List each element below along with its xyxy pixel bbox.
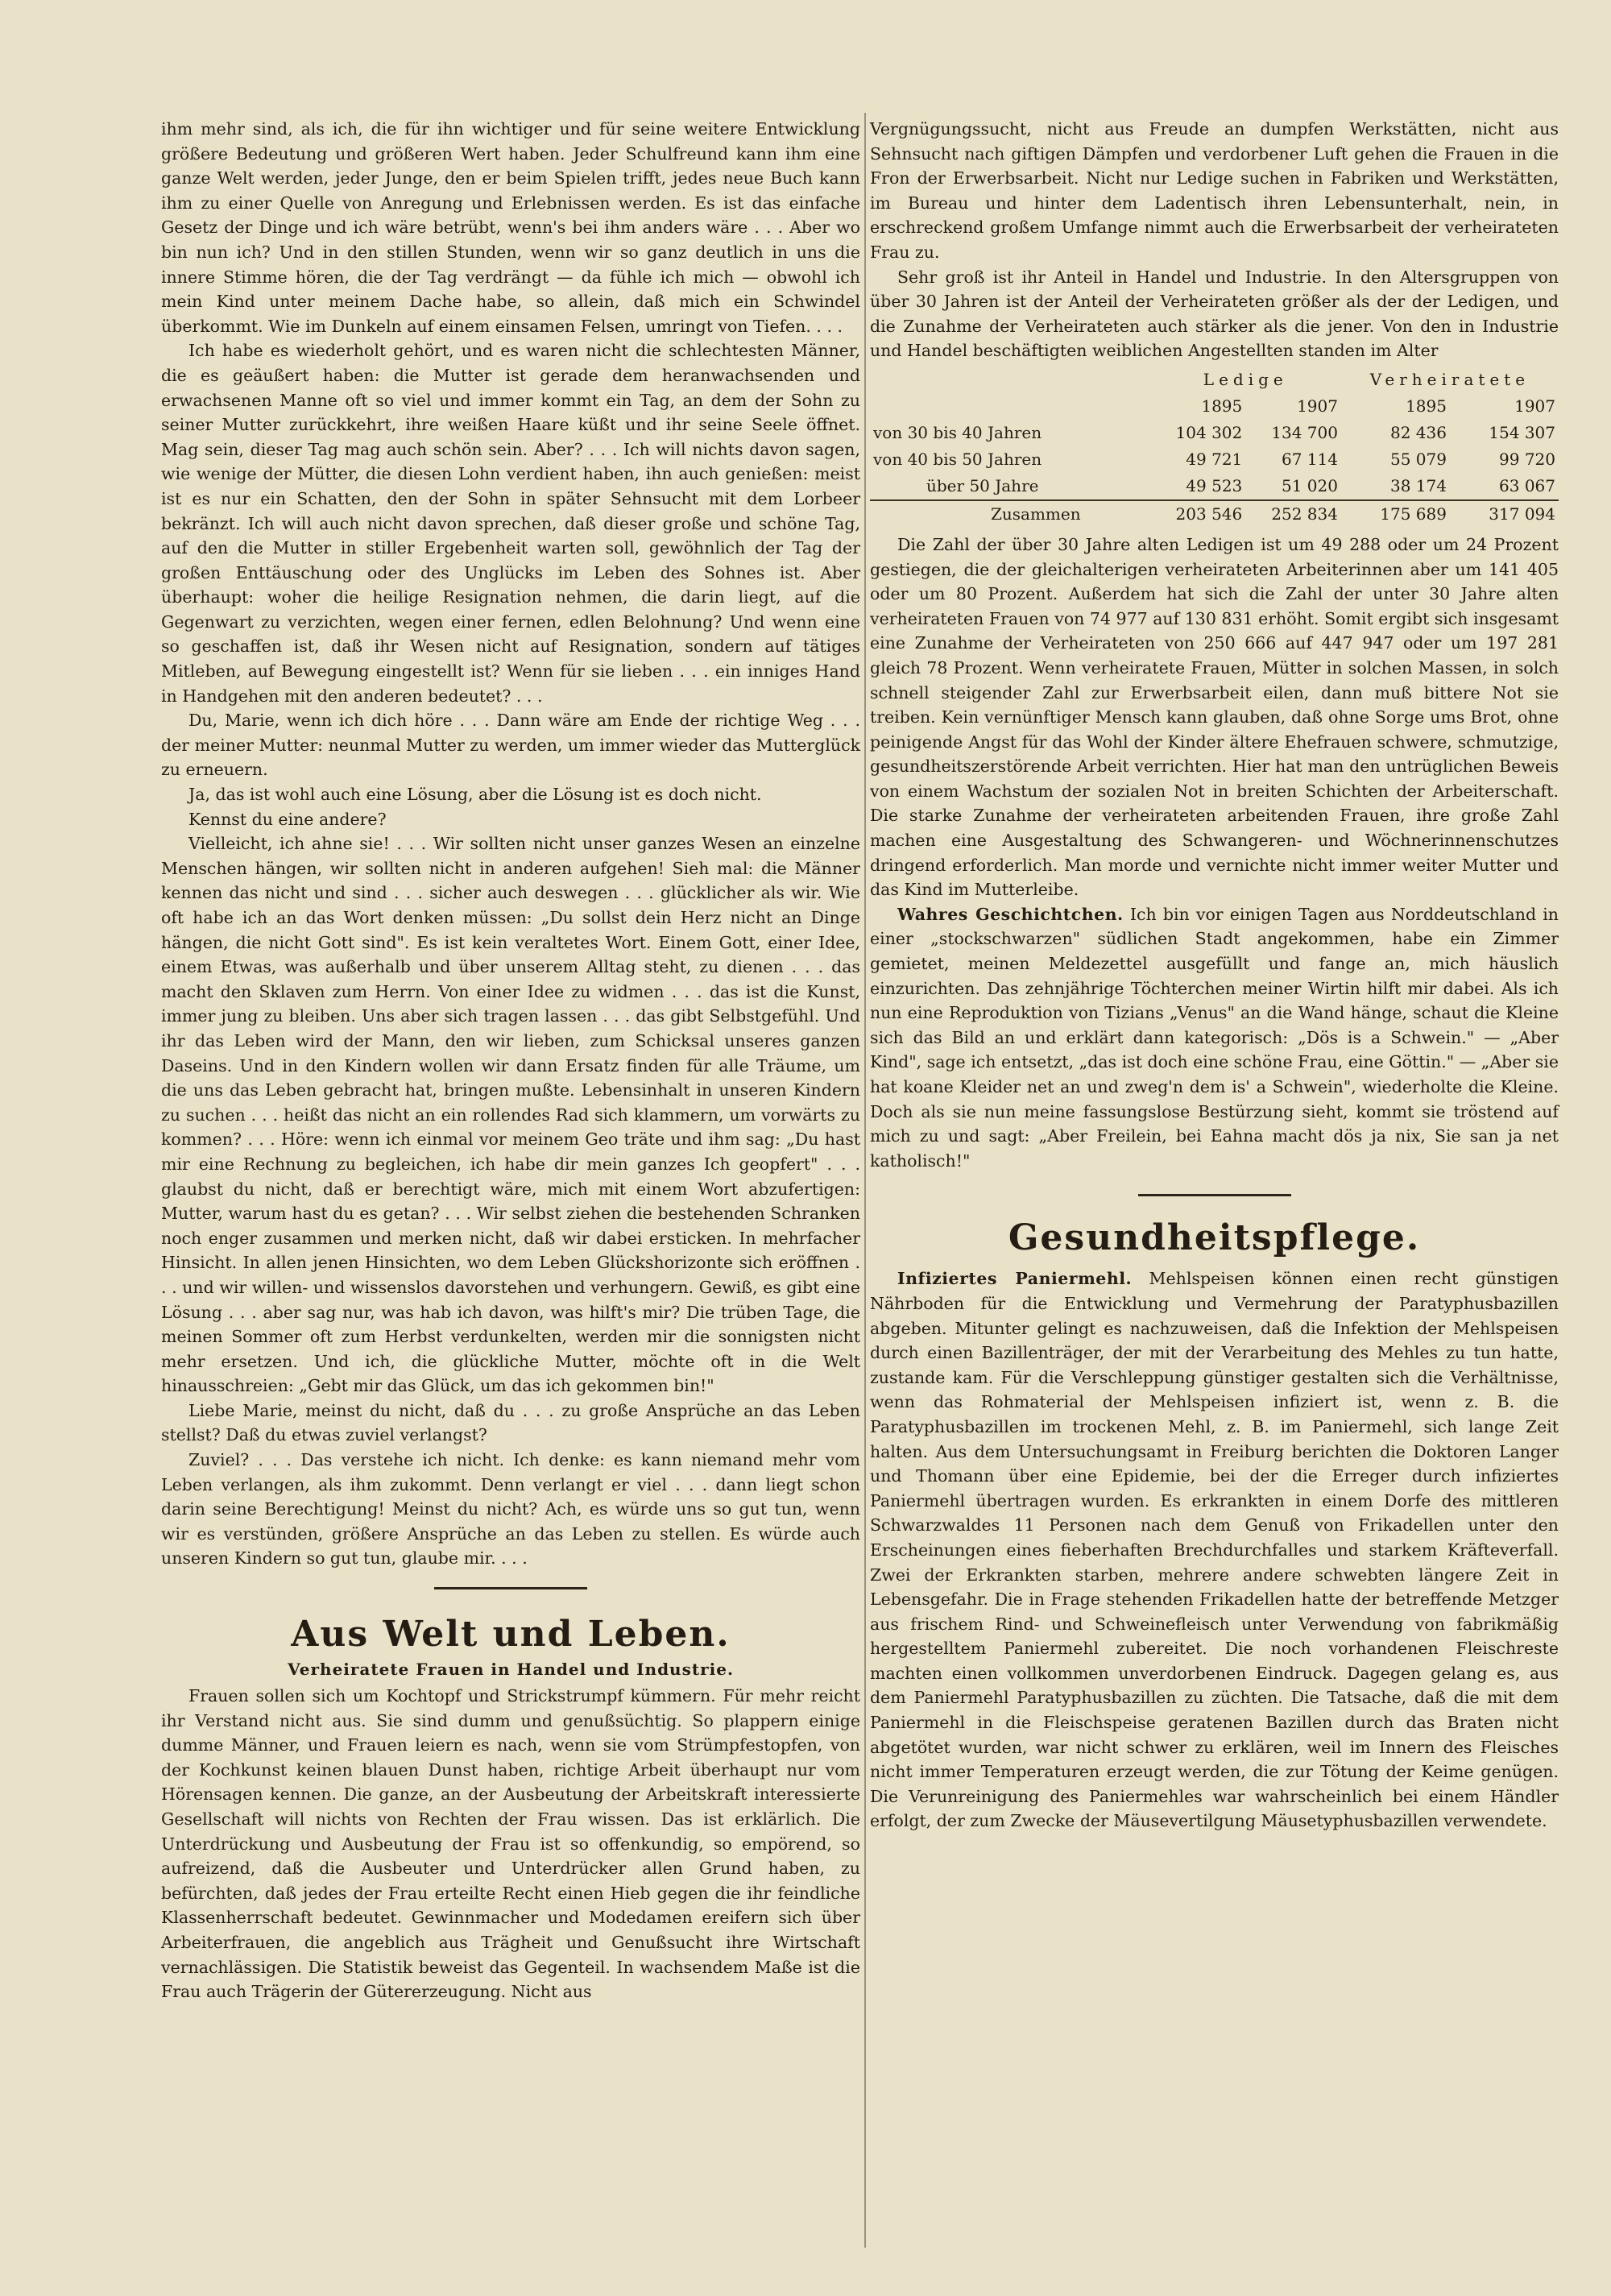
table-group-header [870, 367, 1559, 393]
item-title: Infiziertes Paniermehl. [897, 1269, 1133, 1289]
right-column [870, 117, 1559, 1834]
paragraph: ihm mehr sind, als ich, die für ihn wichtiger und für seine weitere Entwicklung größere Bedeutung und größeren Wert haben. Jeder Schulfreund kann ihm eine ganze Welt werden, jeder Junge, den er beim Spielen trifft, jedes neue Buch kann ihm zu einer Quelle von Anregung und Erlebnissen werden. Es ist das einfache Gesetz der Dinge und ich wäre betrübt, wenn's bei ihm anders wäre . . . Aber wo bin nun ich? Und in den stillen Stunden, wenn wir so ganz deutlich in uns die innere Stimme hören, die der Tag verdrängt — da fühle ich mich — obwohl ich mein Kind unter meinem Dache habe, so allein, daß mich ein Schwindel überkommt. Wie im Dunkeln auf einem einsamen Felsen, umringt von Tiefen. . . . [161, 119, 860, 336]
table-year-row [870, 393, 1559, 420]
section-subheading: Verheiratete Frauen in Handel und Industrie. [288, 1660, 734, 1680]
row-label: von 30 bis 40 Jahren [873, 423, 1042, 443]
table-cell: 134 700 [1271, 423, 1338, 443]
paragraph: Die Zahl der über 30 Jahre alten Ledigen ist um 49 288 oder um 24 Prozent gestiegen, die der gleichalterigen verheirateten Arbeiterinnen aber um 141 405 oder um 80 Prozent. Außerdem hat sich die Zahl der unter 30 Jahre alten verheirateten Frauen von 74 977 auf 130 831 erhöht. Somit ergibt sich insgesamt eine Zunahme der Verheirateten von 250 666 auf 447 947 oder um 197 281 gleich 78 Prozent. Wenn verheiratete Frauen, Mütter in solchen Massen, in solch schnell steigender Zahl zur Erwerbsarbeit eilen, dann muß bittere Not sie treiben. Kein vernünftiger Mensch kann glauben, daß ohne Sorge ums Brot, ohne peinigende Angst für das Wohl der Kinder ältere Ehefrauen schwere, schmutzige, gesundheitszerstörende Arbeit verrichten. Hier hat man den untrüglichen Beweis von einem Wachstum der sozialen Not in breiten Schichten der Arbeiterschaft. Die starke Zunahme der verheirateten arbeitenden Frauen, ihre große Zahl machen eine Ausgestaltung des Schwangeren- und Wöchnerinnenschutzes dringend erforderlich. Man morde und vernichte nicht immer weiter Mutter und das Kind im Mutterleibe. [870, 534, 1559, 900]
section-heading: Gesundheitspflege. [1008, 1217, 1421, 1259]
paragraph: Liebe Marie, meinst du nicht, daß du . . . zu große Ansprüche an das Leben stellst? Daß du etwas zuviel verlangst? [161, 1400, 860, 1445]
year-cell: 1895 [1406, 396, 1447, 417]
table-cell: 82 436 [1389, 423, 1447, 443]
year-cell: 1907 [1297, 396, 1338, 417]
table-cell: 67 114 [1281, 450, 1338, 470]
table-row [870, 446, 1559, 473]
row-label: von 40 bis 50 Jahren [873, 450, 1042, 470]
table-cell: 49 721 [1186, 450, 1243, 470]
group-verheiratete: Verheiratete [1369, 370, 1530, 390]
table-cell: 175 689 [1341, 500, 1450, 528]
table-cell: 154 307 [1489, 423, 1555, 443]
item-title: Wahres Geschichtchen. [897, 904, 1124, 924]
row-label: über 50 Jahre [926, 476, 1039, 496]
table-cell: 38 174 [1389, 476, 1447, 496]
group-ledige: Ledige [1203, 370, 1288, 390]
total-label: Zusammen [870, 500, 1150, 528]
table-total-row [870, 500, 1559, 528]
section-heading: Aus Welt und Leben. [291, 1614, 731, 1656]
left-column [161, 117, 860, 2004]
paragraph: Sehr groß ist ihr Anteil in Handel und Industrie. In den Altersgruppen von über 30 Jahren ist der Anteil der Verheirateten größer als der der Ledigen, und die Zunahme der Verheirateten auch stärker als die jener. Von den in Industrie und Handel beschäftigten weiblichen Angestellten standen im Alter [870, 267, 1559, 361]
paragraph [870, 1266, 1559, 1834]
paragraph: Ja, das ist wohl auch eine Lösung, aber die Lösung ist es doch nicht. [188, 785, 762, 805]
paragraph: Frauen sollen sich um Kochtopf und Strickstrumpf kümmern. Für mehr reicht ihr Verstand nicht aus. Sie sind dumm und genußsüchtig. So plappern einige dumme Männer, und Frauen leiern es nach, wenn sie vom Strümpfestopfen, von der Kochkunst keinen blauen Dunst haben, richtige Arbeit überhaupt nur vom Hörensagen kennen. Die ganze, an der Ausbeutung der Arbeitskraft interessierte Gesellschaft will nichts von Rechten der Frau wissen. Das ist erklärlich. Die Unterdrückung und Ausbeutung der Frau ist so offenkundig, so empörend, so aufreizend, daß die Ausbeuter und Unterdrücker allen Grund haben, zu befürchten, daß jedes der Frau erteilte Recht einen Hieb gegen die ihr feindliche Klassenherrschaft bedeutet. Gewinnmacher und Modedamen ereifern sich über Arbeiterfrauen, die angeblich aus Trägheit und Genußsucht ihre Wirtschaft vernachlässigen. Die Statistik beweist das Gegenteil. In wachsendem Maße ist die Frau auch Trägerin der Gütererzeugung. Nicht aus [161, 1686, 860, 2002]
table-row [870, 420, 1559, 446]
paragraph: Kennst du eine andere? [188, 809, 387, 829]
statistics-table [870, 367, 1559, 528]
table-cell: 55 079 [1389, 450, 1447, 470]
paragraph: Ich habe es wiederholt gehört, und es waren nicht die schlechtesten Männer, die es geäußert haben: die Mutter ist gerade dem heranwachsenden und erwachsenen Manne oft so viel und immer kommt ein Tag, an dem der Sohn zu seiner Mutter zurückkehrt, ihre weißen Haare küßt und ihr seine Seele öffnet. Mag sein, dieser Tag mag auch schön sein. Aber? . . . Ich will nichts davon sagen, wie wenige der Mütter, die diesen Lohn verdient haben, ihn auch genießen: meist ist es nur ein Schatten, den der Sohn in später Sehnsucht mit dem Lorbeer bekränzt. Ich will auch nicht davon sprechen, daß dieser große und schöne Tag, auf den die Mutter in stiller Ergebenheit warten soll, gewöhnlich der Tag der großen Enttäuschung oder des Unglücks im Leben des Sohnes ist. Aber überhaupt: woher die heilige Resignation nehmen, die darin liegt, auf die Gegenwart zu verzichten, wegen einer fernen, edlen Belohnung? Und wenn eine so geschaffen ist, daß ihr Wesen nicht auf Resignation, sondern auf tätiges Mitleben, auf Bewegung eingestellt ist? Wenn für sie lieben . . . ein inniges Hand in Handgehen mit den anderen bedeutet? . . . [161, 341, 860, 706]
item-text: Ich bin vor einigen Tagen aus Norddeutschland in einer „stockschwarzen" südlichen Stadt angekommen, habe ein Zimmer gemietet, meinen Meldezettel ausgefüllt und fange an, mich häuslich einzurichten. Das zehnjährige Töchterchen meiner Wirtin hilft mir dabei. Als ich nun eine Reproduktion von Tizians „Venus" an die Wand hänge, schaut die Kleine sich das Bild an und erklärt dann kategorisch: „Dös is a Schwein." — „Aber Kind", sage ich entsetzt, „das ist doch eine schöne Frau, eine Göttin." — „Aber sie hat koane Kleider net an und zweg'n dem is' a Schwein", wiederholte die Kleine. Doch als sie nun meine fassungslose Bestürzung sieht, kommt sie tröstend auf mich zu und sagt: „Aber Freilein, bei Eahna macht dös ja nix, Sie san ja net katholisch!" [870, 904, 1559, 1171]
table-cell: 51 020 [1281, 476, 1338, 496]
table-cell: 49 523 [1186, 476, 1243, 496]
column-rule [864, 113, 866, 2248]
paragraph: Du, Marie, wenn ich dich höre . . . Dann wäre am Ende der richtige Weg . . . der meiner Mutter: neunmal Mutter zu werden, um immer wieder das Mutterglück zu erneuern. [161, 711, 860, 780]
table-cell: 203 546 [1150, 500, 1246, 528]
paragraph: Zuviel? . . . Das verstehe ich nicht. Ich denke: es kann niemand mehr vom Leben verlangen, als ihm zukommt. Denn verlangt er viel . . . dann liegt schon darin seine Berechtigung! Meinst du nicht? Ach, es würde uns so gut tun, wenn wir es verstünden, größere Ansprüche an das Leben zu stellen. Es würde auch unseren Kindern so gut tun, glaube mir. . . . [161, 1450, 860, 1569]
paragraph [870, 902, 1559, 1174]
table-cell: 104 302 [1175, 423, 1243, 443]
table-cell: 317 094 [1450, 500, 1559, 528]
year-cell: 1895 [1201, 396, 1243, 417]
table-cell: 63 067 [1499, 476, 1555, 496]
paragraph: Vielleicht, ich ahne sie! . . . Wir sollten nicht unser ganzes Wesen an einzelne Menschen hängen, wir sollten nicht in anderen aufgehen! Sieh mal: die Männer kennen das nicht und sind . . . sicher auch deswegen . . . glücklicher als wir. Wie oft habe ich an das Wort denken müssen: „Du sollst dein Herz nicht an Dinge hängen, die nicht Gott sind". Es ist kein veraltetes Wort. Einem Gott, einer Idee, einem Etwas, was außerhalb und über unserem Alltag steht, zu dienen . . . das macht den Sklaven zum Herrn. Von einer Idee zu widmen . . . das ist die Kunst, immer jung zu bleiben. Uns aber sich tragen lassen . . . das gibt Selbstgefühl. Und ihr das Leben wird der Mann, den wir lieben, zum Schicksal unseres ganzen Daseins. Und in den Kindern wollen wir dann Ersatz finden für alle Träume, um die uns das Leben gebracht hat, bringen mußte. Lebensinhalt in unseren Kindern zu suchen . . . heißt das nicht an ein rollendes Rad sich klammern, um vorwärts zu kommen? . . . Höre: wenn ich einmal vor meinem Geo träte und ihm sag: „Du hast mir eine Rechnung zu begleichen, ich habe dir mein ganzes Ich geopfert" . . . glaubst du nicht, daß er berechtigt wäre, mich mit einem Wort abzufertigen: Mutter, warum hast du es getan? . . . Wir selbst ziehen die bestehenden Schranken noch enger zusammen und merken nicht, daß wir dabei ersticken. In mehrfacher Hinsicht. In allen jenen Hinsichten, wo dem Leben Glückshorizonte sich eröffnen . . . und wir willen- und wissenslos davorstehen und verhungern. Gewiß, es gibt eine Lösung . . . aber sag nur, was hab ich davon, was hilft's mir? Die trüben Tage, die meinen Sommer oft zum Herbst verdunkelten, werden mir die sonnigsten nicht mehr ersetzen. Und ich, die glückliche Mutter, möchte oft in die Welt hinausschreien: „Gebt mir das Glück, um das ich gekommen bin!" [161, 834, 860, 1396]
table-cell: 99 720 [1499, 450, 1555, 470]
paragraph: Vergnügungssucht, nicht aus Freude an dumpfen Werkstätten, nicht aus Sehnsucht nach giftigen Dämpfen und verdorbener Luft gehen die Frauen in die Fron der Erwerbsarbeit. Nicht nur Ledige suchen in Fabriken und Werkstätten, im Bureau und hinter dem Ladentisch ihren Lebensunterhalt, nein, in erschreckend großem Umfange nimmt auch die Erwerbsarbeit der verheirateten Frau zu. [870, 119, 1559, 262]
table-row [870, 473, 1559, 500]
year-cell: 1907 [1514, 396, 1555, 417]
table-cell: 252 834 [1245, 500, 1341, 528]
item-text: Mehlspeisen können einen recht günstigen Nährboden für die Entwicklung und Vermehrung der Paratyphusbazillen abgeben. Mitunter gelingt es nachzuweisen, daß die Infektion der Mehlspeisen durch einen Bazillenträger, der mit der Verarbeitung des Mehles zu tun hatte, zustande kam. Für die Verschleppung günstiger gestalten sich die Verhältnisse, wenn das Rohmaterial der Mehlspeisen infiziert ist, wenn z. B. die Paratyphusbazillen im trockenen Mehl, z. B. im Paniermehl, sich lange Zeit halten. Aus dem Untersuchungsamt in Freiburg berichten die Doktoren Langer und Thomann über eine Epidemie, bei der die Erreger durch infiziertes Paniermehl übertragen wurden. Es erkrankten in einem Dorfe des mittleren Schwarzwaldes 11 Personen nach dem Genuß von Frikadellen unter den Erscheinungen eines fieberhaften Brechdurchfalles und starkem Kräfteverfall. Zwei der Erkrankten starben, mehrere andere schwebten längere Zeit in Lebensgefahr. Die in Frage stehenden Frikadellen hatte der betreffende Metzger aus frischem Rind- und Schweinefleisch unter Verwendung von fabrikmäßig hergestelltem Paniermehl zubereitet. Die noch vorhandenen Fleischreste machten einen vollkommen unverdorbenen Eindruck. Dagegen gelang es, aus dem Paniermehl Paratyphusbazillen zu züchten. Die Tatsache, daß die mit dem Paniermehl in die Fleischspeise geratenen Bazillen durch das Braten nicht abgetötet wurden, war nicht schwer zu erklären, weil im Innern des Fleisches nicht immer Temperaturen erzeugt werden, die zur Tötung der Keime genügen. Die Verunreinigung des Paniermehles war wahrscheinlich bei einem Händler erfolgt, der zum Zwecke der Mäusevertilgung Mäusetyphusbazillen verwendete. [870, 1269, 1559, 1831]
